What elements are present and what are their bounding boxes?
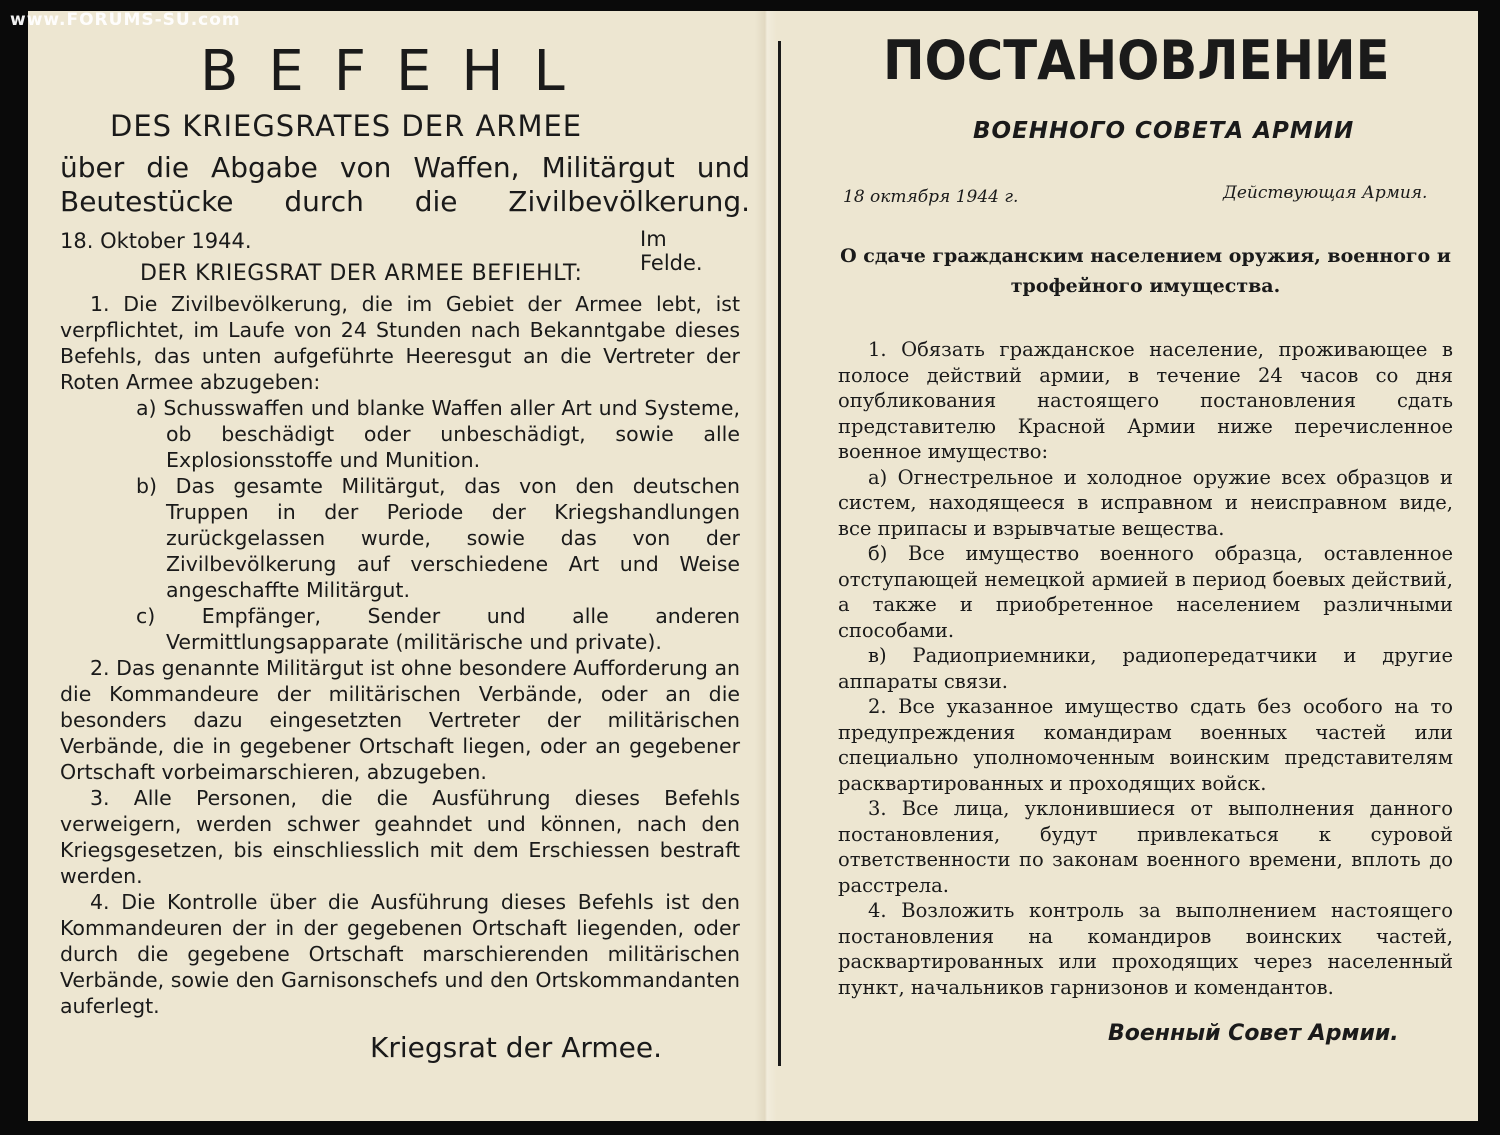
russian-place: Действующая Армия. xyxy=(1223,183,1428,203)
russian-date: 18 октября 1944 г. xyxy=(843,187,1019,207)
russian-paragraph-4: 4. Возложить контроль за выполнением настоящего постановления на командиров воинских частей, расквартированных или проходящих через населенный пункт, начальников гарнизонов и комендантов. xyxy=(838,899,1453,999)
german-title: BEFEHL xyxy=(200,39,595,104)
german-item-c: c) Empfänger, Sender und alle anderen Vermittlungsapparate (militärische und private). xyxy=(136,604,740,654)
german-order-line: DER KRIEGSRAT DER ARMEE BEFIEHLT: xyxy=(140,261,583,286)
russian-heading: О сдаче гражданским населением оружия, военного и трофейного имущества. xyxy=(840,245,1451,297)
german-date: 18. Oktober 1944. xyxy=(60,229,252,253)
russian-paragraph-3: 3. Все лица, уклонившиеся от выполнения данного постановления, будут привлекаться к суровой ответственности по законам военного времени, вплоть до расстрела. xyxy=(838,797,1453,897)
fold-crease xyxy=(755,11,777,1121)
german-signature: Kriegsrat der Armee. xyxy=(370,1031,663,1064)
russian-subtitle: ВОЕННОГО СОВЕТА АРМИИ xyxy=(973,118,1355,144)
russian-title: ПОСТАНОВЛЕНИЕ xyxy=(883,29,1390,92)
leaflet-sheet xyxy=(28,11,1478,1121)
russian-item-c: в) Радиоприемники, радиопередатчики и другие аппараты связи. xyxy=(838,644,1453,693)
russian-signature: Военный Совет Армии. xyxy=(1108,1021,1399,1046)
german-paragraph-3: 3. Alle Personen, die die Ausführung dieses Befehls verweigern, werden schwer geahndet und können, nach den Kriegsgesetzen, bis einschliesslich mit dem Erschiessen bestraft werden. xyxy=(60,786,740,888)
column-divider xyxy=(778,41,781,1066)
german-paragraph-1: 1. Die Zivilbevölkerung, die im Gebiet der Armee lebt, ist verpflichtet, im Laufe von 24 Stunden nach Bekanntgabe dieses Befehls, das unten aufgeführte Heeresgut an die Vertreter der Roten Armee abzugeben: xyxy=(60,292,740,394)
site-watermark: www.FORUMS-SU.com xyxy=(10,10,241,30)
german-heading: über die Abgabe von Waffen, Militärgut und Beutestücke durch die Zivilbevölkerung. xyxy=(60,151,750,218)
german-paragraph-4: 4. Die Kontrolle über die Ausführung dieses Befehls ist den Kommandeuren der in der gegebenen Ortschaft liegenden, oder durch die gegebene Ortschaft marschierenden militärischen Verbände, sowie den Garnisonschefs und den Ortskommandanten auferlegt. xyxy=(60,890,740,1018)
german-paragraph-2: 2. Das genannte Militärgut ist ohne besondere Aufforderung an die Kommandeure der militärischen Verbände, oder an die besonders dazu eingesetzten Vertreter der militärischen Verbände, die in gegebener Ortschaft liegen, oder an gegebener Ortschaft vorbeimarschieren, abzugeben. xyxy=(60,656,740,784)
german-body xyxy=(60,291,740,1019)
german-item-a: a) Schusswaffen und blanke Waffen aller Art und Systeme, ob beschädigt oder unbeschädigt, sowie alle Explosionsstoffe und Munition. xyxy=(136,396,740,472)
russian-item-a: а) Огнестрельное и холодное оружие всех образцов и систем, находящееся в исправном и неисправном виде, все припасы и взрывчатые вещества. xyxy=(838,465,1453,540)
german-item-b: b) Das gesamte Militärgut, das von den deutschen Truppen in der Periode der Kriegshandlungen zurückgelassen wurde, sowie das von der Zivilbevölkerung auf verschiedene Art und Weise angeschaffte Militärgut. xyxy=(136,474,740,602)
russian-body xyxy=(838,337,1453,1000)
russian-item-b: б) Все имущество военного образца, оставленное отступающей немецкой армией в период боевых действий, а также и приобретенное населением различными способами. xyxy=(838,542,1453,642)
russian-paragraph-1: 1. Обязать гражданское население, проживающее в полосе действий армии, в течение 24 часов со дня опубликования настоящего постановления сдать представителю Красной Армии ниже перечисленное военное имущество: xyxy=(838,338,1453,463)
german-place: Im Felde. xyxy=(640,227,703,275)
german-subtitle: DES KRIEGSRATES DER ARMEE xyxy=(110,109,583,143)
russian-paragraph-2: 2. Все указанное имущество сдать без особого на то предупреждения командирам военных частей или специально уполномоченным воинским представителям расквартированных и проходящих войск. xyxy=(838,695,1453,795)
